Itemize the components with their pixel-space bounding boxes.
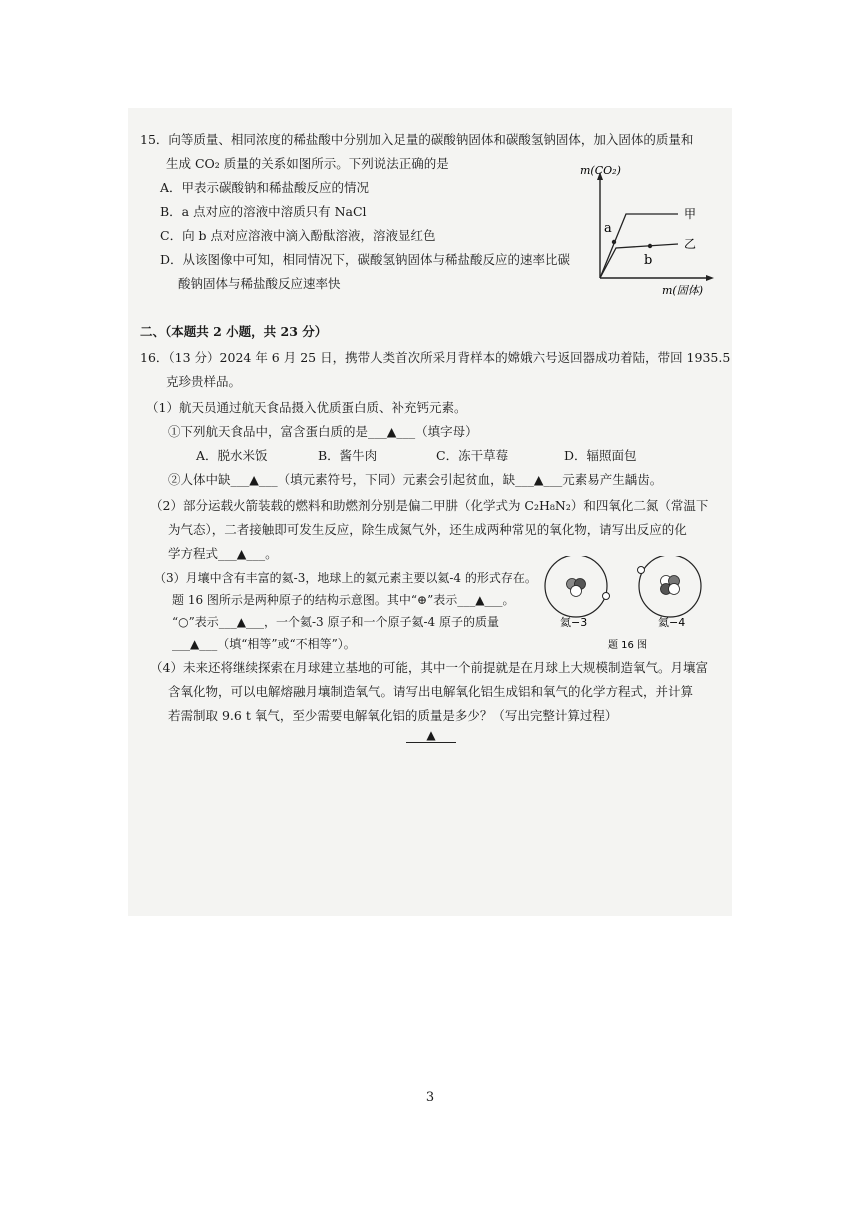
q16-part1-option-b: B．酱牛肉 xyxy=(318,448,378,463)
helium-atoms-figure xyxy=(534,556,718,656)
q16-stem-line2: 克珍贵样品。 xyxy=(166,374,242,389)
q16-stem-line1: 16．（13 分）2024 年 6 月 25 日，携带人类首次所采月背样本的嫦娥六号返回器成功着陆，带回 1935.5 xyxy=(140,350,731,365)
q16-part3-line1: （3）月壤中含有丰富的氦-3，地球上的氦元素主要以氦-4 的形式存在。 xyxy=(154,571,537,585)
helium-3-atom xyxy=(545,556,610,617)
q16-part3-line3: “○”表示___▲___，一个氦-3 原子和一个原子氦-4 原子的质量 xyxy=(172,615,499,629)
q16-part1-option-c: C．冻干草莓 xyxy=(436,448,509,463)
x-axis-arrow xyxy=(706,275,714,281)
q16-part1: （1）航天员通过航天食品摄入优质蛋白质、补充钙元素。 xyxy=(146,400,467,415)
q16-part1-sub2: ②人体中缺___▲___（填元素符号，下同）元素会引起贫血，缺___▲___元素易产生龋齿。 xyxy=(168,472,663,487)
q16-part4-line1: （4）未来还将继续探索在月球建立基地的可能，其中一个前提就是在月球上大规模制造氧气。月壤富 xyxy=(150,660,708,675)
q15-option-b: B．a 点对应的溶液中溶质只有 NaCl xyxy=(160,204,367,219)
graph-label-a: a xyxy=(604,221,612,236)
graph-ylabel: m(CO₂) xyxy=(580,164,621,177)
graph-label-jia: 甲 xyxy=(684,207,697,221)
neutron-icon xyxy=(669,584,680,595)
q15-option-d-line2: 酸钠固体与稀盐酸反应速率快 xyxy=(178,276,341,291)
helium-4-atom xyxy=(638,556,702,617)
answer-blank: ▲ xyxy=(406,728,456,743)
q16-part3-line4: ___▲___（填“相等”或“不相等”）。 xyxy=(172,637,356,651)
q16-part2-line1: （2）部分运载火箭装载的燃料和助燃剂分别是偏二甲肼（化学式为 C₂H₈N₂）和四氧化二氮（常温下 xyxy=(150,498,709,513)
section-2-heading: 二、（本题共 2 小题，共 23 分） xyxy=(140,324,328,339)
q16-part2-line3: 学方程式___▲___。 xyxy=(168,546,278,561)
point-b xyxy=(648,244,652,248)
q16-part1-sub1: ①下列航天食品中，富含蛋白质的是___▲___（填字母） xyxy=(168,424,478,439)
q15-option-a: A．甲表示碳酸钠和稀盐酸反应的情况 xyxy=(160,180,370,195)
point-a xyxy=(612,240,616,244)
electron-icon xyxy=(638,567,645,574)
q16-part3-line2: 题 16 图所示是两种原子的结构示意图。其中“⊕”表示___▲___。 xyxy=(172,593,515,607)
graph-label-yi: 乙 xyxy=(684,237,697,251)
graph-xlabel: m(固体) xyxy=(662,284,704,297)
electron-icon xyxy=(603,593,610,600)
q16-part1-option-a: A．脱水米饭 xyxy=(196,448,268,463)
helium-3-label: 氦−3 xyxy=(560,616,588,629)
helium-4-label: 氦−4 xyxy=(658,616,686,629)
neutron-icon xyxy=(571,586,582,597)
figure-caption: 题 16 图 xyxy=(608,640,648,651)
q15-stem-line2: 生成 CO₂ 质量的关系如图所示。下列说法正确的是 xyxy=(166,156,449,171)
q16-part4-line3: 若需制取 9.6 t 氧气，至少需要电解氧化铝的质量是多少？（写出完整计算过程） xyxy=(168,708,618,723)
q15-option-c: C．向 b 点对应溶液中滴入酚酞溶液，溶液显红色 xyxy=(160,228,436,243)
q15-option-d-line1: D．从该图像中可知，相同情况下，碳酸氢钠固体与稀盐酸反应的速率比碳 xyxy=(160,252,571,267)
q16-part1-option-d: D．辐照面包 xyxy=(564,448,637,463)
q16-part4-line2: 含氧化物，可以电解熔融月壤制造氧气。请写出电解氧化铝生成铝和氧气的化学方程式，并计算 xyxy=(168,684,694,699)
q15-stem-line1: 15．向等质量、相同浓度的稀盐酸中分别加入足量的碳酸钠固体和碳酸氢钠固体，加入固体的质量和 xyxy=(140,132,694,147)
graph-label-b: b xyxy=(644,253,653,268)
q15-co2-graph xyxy=(570,160,720,300)
page-number: 3 xyxy=(425,1090,435,1105)
q16-part2-line2: 为气态），二者接触即可发生反应，除生成氮气外，还生成两种常见的氧化物，请写出反应的化 xyxy=(168,522,687,537)
